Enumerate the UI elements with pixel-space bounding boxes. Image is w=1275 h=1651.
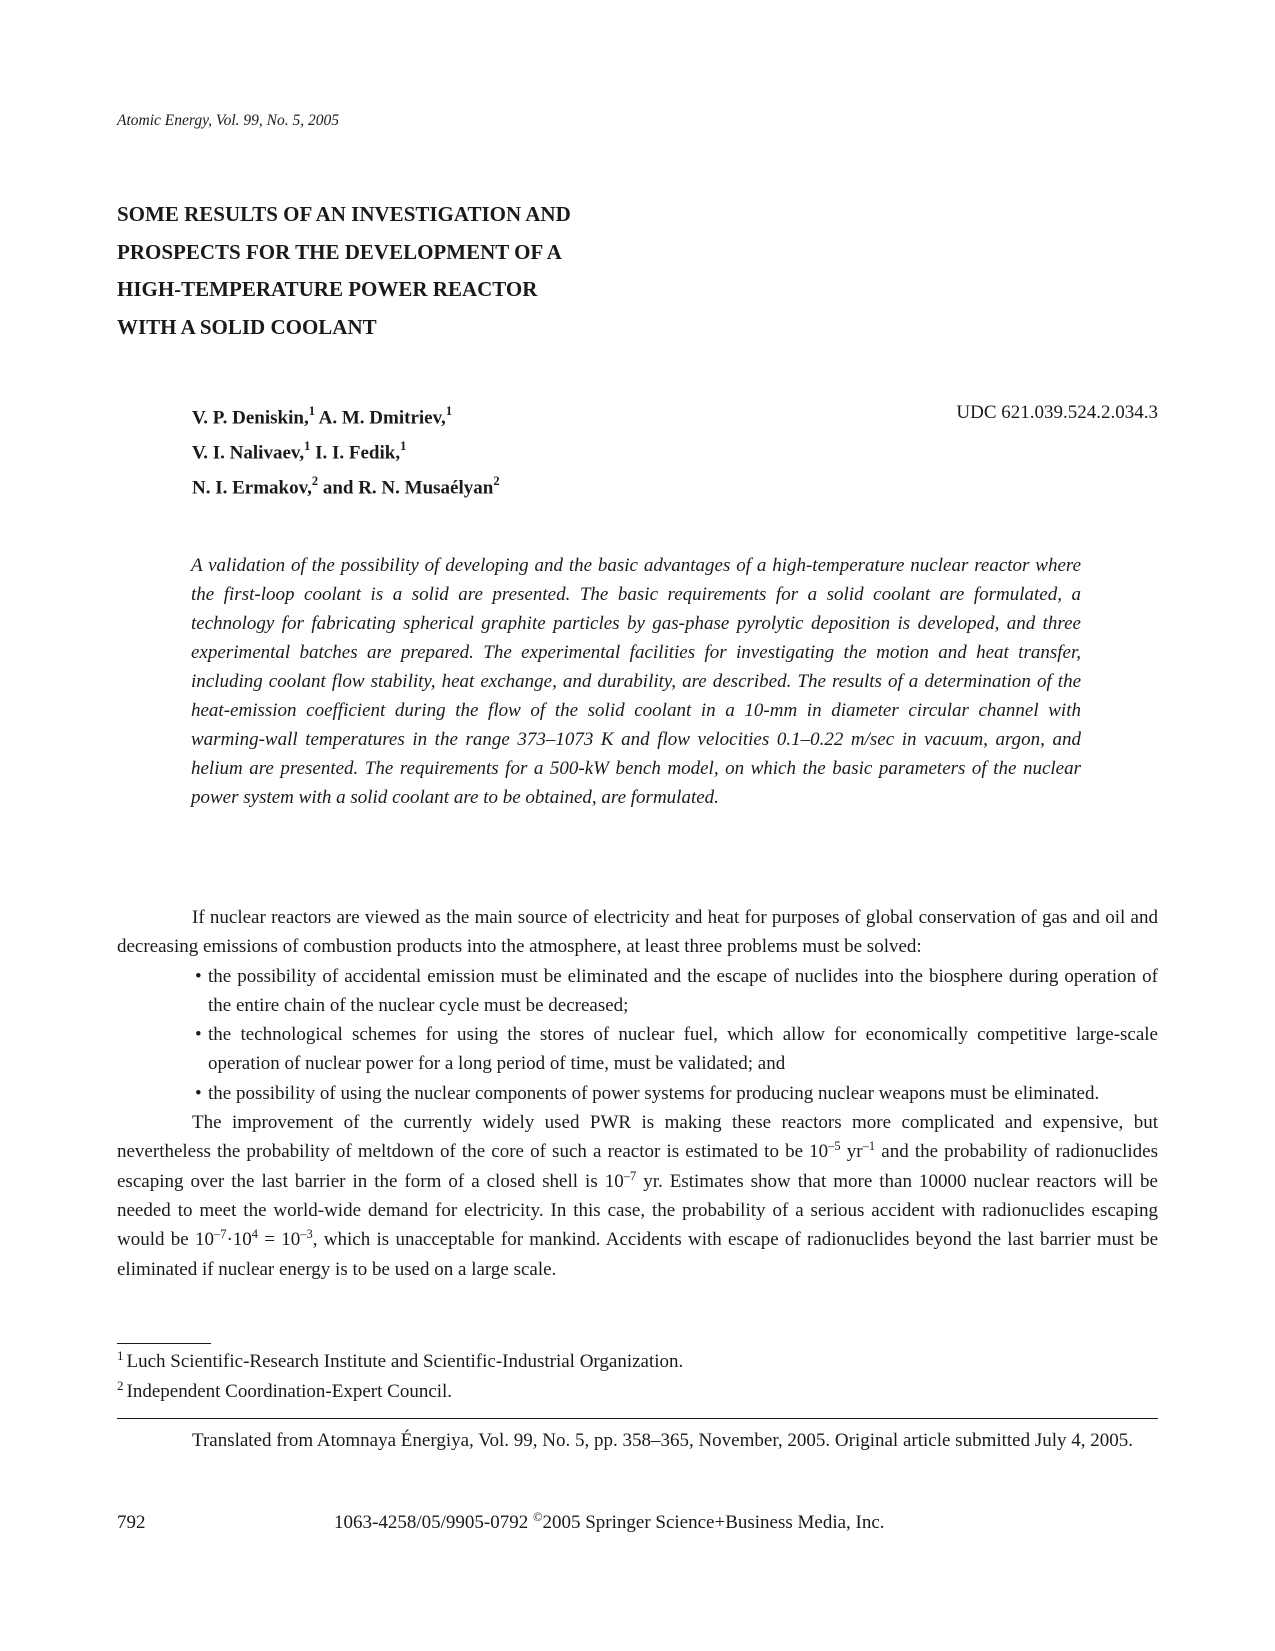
- translation-note: Translated from Atomnaya Énergiya, Vol. 99, No. 5, pp. 358–365, November, 2005. Original article submitted July 4, 2005.: [192, 1430, 1134, 1451]
- affiliation-mark: 1: [400, 438, 407, 453]
- exponent: 4: [251, 1227, 259, 1242]
- author-line: [192, 468, 500, 503]
- author-name: A. M. Dmitriev,: [314, 407, 446, 429]
- affiliation-mark: 1: [308, 404, 315, 418]
- exponent: –7: [213, 1227, 227, 1242]
- paragraph-text: ·10: [226, 1229, 252, 1251]
- title-line: PROSPECTS FOR THE DEVELOPMENT OF A: [117, 239, 562, 264]
- copyright-text: 2005 Springer Science+Business Media, Inc.: [542, 1512, 885, 1533]
- pwr-paragraph: [117, 1108, 1158, 1284]
- bullet-icon: •: [195, 1082, 202, 1104]
- paragraph-text: yr. Estimates show that more than 10000 nuclear reactors will be needed to meet the world-wide demand for electricity. In this case, the probability of a serious accident with radionuclides escaping would be 10: [117, 1170, 1158, 1251]
- affiliation-mark: 2: [493, 473, 500, 488]
- footnote-mark: 1: [117, 1348, 124, 1363]
- copyright-line: [334, 1512, 885, 1534]
- exponent: –3: [300, 1227, 313, 1242]
- author-name: V. P. Deniskin,: [192, 407, 309, 429]
- footnote-mark: 2: [117, 1377, 124, 1393]
- author-name: and R. N. Musaélyan: [318, 476, 494, 498]
- list-item-text: the technological schemes for using the stores of nuclear fuel, which allow for economically competitive large-scale operation of nuclear power for a long period of time, must be validated; and: [208, 1024, 1158, 1075]
- journal-citation: Atomic Energy, Vol. 99, No. 5, 2005: [117, 112, 340, 129]
- affiliation-mark: 2: [311, 473, 319, 488]
- translation-divider: [117, 1418, 1158, 1419]
- paragraph-text: = 10: [258, 1229, 301, 1251]
- list-item-text: the possibility of using the nuclear components of power systems for producing nuclear weapons must be eliminated.: [208, 1082, 1100, 1104]
- intro-paragraph: If nuclear reactors are viewed as the main source of electricity and heat for purposes of global conservation of gas and oil and decreasing emissions of combustion products into the atmosphere, at least three problems must be solved:: [117, 907, 1158, 958]
- page-number: 792: [117, 1512, 146, 1533]
- title-line: SOME RESULTS OF AN INVESTIGATION AND: [117, 202, 571, 226]
- author-line: [192, 433, 500, 468]
- affiliation-mark: 1: [304, 438, 311, 453]
- exponent: –1: [862, 1139, 876, 1154]
- author-name: N. I. Ermakov,: [192, 476, 312, 498]
- list-item-text: the possibility of accidental emission must be eliminated and the escape of nuclides into the biosphere during operation of the entire chain of the nuclear cycle must be decreased;: [208, 965, 1158, 1016]
- footnotes: [117, 1347, 683, 1406]
- body-text: [117, 903, 1158, 1284]
- list-item: [195, 1079, 1158, 1108]
- copyright-icon: ©: [532, 1510, 543, 1524]
- paragraph-text: and the probability of radionuclides escaping over the last barrier in the form of a closed shell is 10: [117, 1141, 1159, 1192]
- list-item: [195, 962, 1158, 1021]
- author-list: [192, 398, 500, 502]
- author-name: V. I. Nalivaev,: [192, 442, 305, 464]
- problem-list: [117, 962, 1158, 1108]
- affiliation-mark: 1: [445, 404, 453, 418]
- exponent: –5: [828, 1139, 841, 1154]
- footnote: [117, 1347, 683, 1377]
- footnote-text: Independent Coordination-Expert Council.: [126, 1380, 453, 1402]
- footnote: [117, 1377, 683, 1407]
- abstract: A validation of the possibility of developing and the basic advantages of a high-temperature nuclear reactor where the first-loop coolant is a solid are presented. The basic requirements for a solid coolant are formulated, a technology for fabricating spherical graphite particles by gas-phase pyrolytic deposition is developed, and three experimental batches are prepared. The experimental facilities for investigating the motion and heat transfer, including coolant flow stability, heat exchange, and durability, are described. The results of a determination of the heat-emission coefficient during the flow of the solid coolant in a 10-mm in diameter circular channel with warming-wall temperatures in the range 373–1073 K and flow velocities 0.1–0.22 m/sec in vacuum, argon, and helium are presented. The requirements for a 500-kW bench model, on which the basic parameters of the nuclear power system with a solid coolant are to be obtained, are formulated.: [191, 555, 1081, 808]
- paragraph-text: The improvement of the currently widely used PWR is making these reactors more complicated and expensive, but nevertheless the probability of meltdown of the core of such a reactor is estimated to be 10: [117, 1112, 1158, 1163]
- author-line: [192, 398, 500, 433]
- bullet-icon: •: [195, 1024, 202, 1046]
- title-line: WITH A SOLID COOLANT: [117, 314, 377, 339]
- footnote-divider: [117, 1343, 211, 1344]
- udc-code: UDC 621.039.524.2.034.3: [956, 402, 1158, 423]
- title-line: HIGH-TEMPERATURE POWER REACTOR: [117, 277, 538, 301]
- author-name: I. I. Fedik,: [310, 442, 401, 464]
- bullet-icon: •: [195, 965, 202, 987]
- paragraph-text: , which is unacceptable for mankind. Accidents with escape of radionuclides beyond the last barrier must be eliminated if nuclear energy is to be used on a large scale.: [117, 1229, 1158, 1280]
- issn-code: 1063-4258/05/9905-0792: [334, 1512, 533, 1533]
- exponent: –7: [623, 1168, 637, 1183]
- paragraph-text: yr: [840, 1141, 863, 1163]
- footnote-text: Luch Scientific-Research Institute and Scientific-Industrial Organization.: [126, 1351, 684, 1372]
- list-item: [195, 1020, 1158, 1079]
- article-title: [117, 196, 737, 346]
